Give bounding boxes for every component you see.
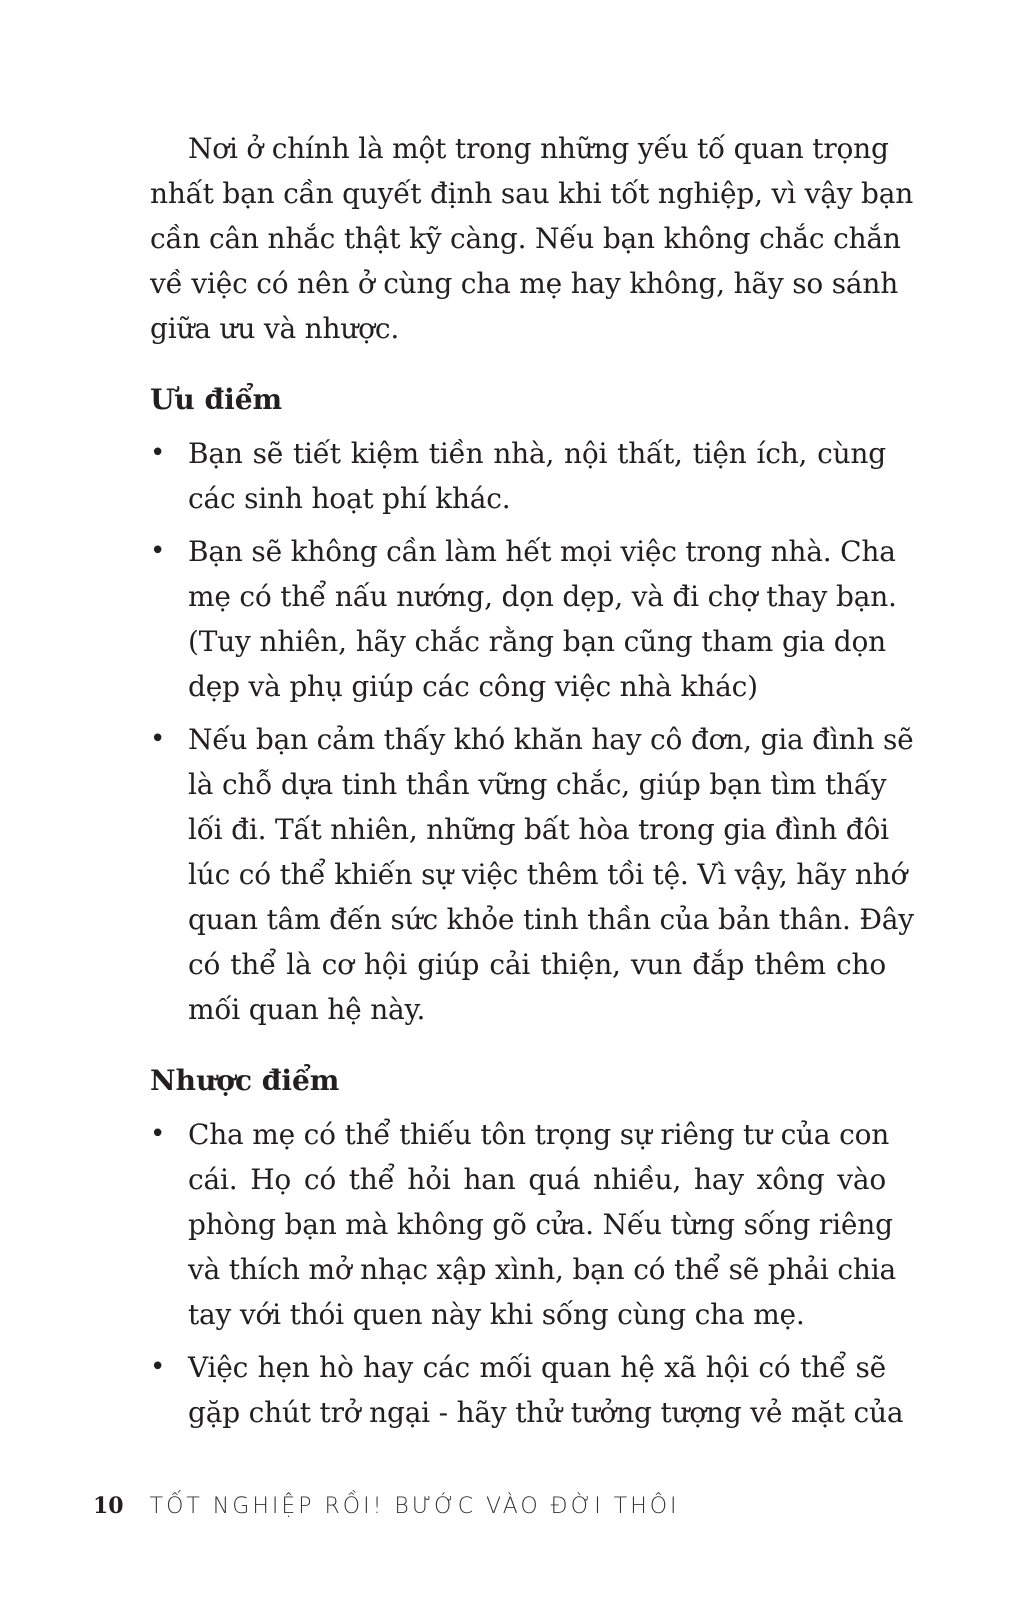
list-item (150, 1345, 904, 1435)
text-line: giữa ưu và nhược. (150, 312, 400, 345)
text-line: về việc có nên ở cùng cha mẹ hay không, hãy so sánh (150, 267, 899, 300)
list-item-text (188, 529, 897, 709)
text-line: gặp chút trở ngại - hãy thử tưởng tượng vẻ mặt của (188, 1396, 904, 1429)
text-line: cái. Họ có thể hỏi han quá nhiều, hay xông vào (188, 1163, 886, 1196)
text-line: quan tâm đến sức khỏe tinh thần của bản thân. Đây (188, 903, 914, 936)
list-item-text (188, 1112, 896, 1337)
text-line: tay với thói quen này khi sống cùng cha mẹ. (188, 1298, 805, 1331)
text-line: Bạn sẽ không cần làm hết mọi việc trong nhà. Cha (188, 535, 896, 568)
bullet-icon: • (150, 724, 166, 754)
text-line: lúc có thể khiến sự việc thêm tồi tệ. Vì vậy, hãy nhớ (188, 858, 908, 891)
list-item-text (188, 1345, 904, 1435)
intro-paragraph (150, 126, 914, 351)
list-item-text (188, 717, 914, 1032)
bullet-icon: • (150, 1352, 166, 1382)
text-line: Nơi ở chính là một trong những yếu tố quan trọng (188, 132, 889, 165)
pros-heading: Ưu điểm (150, 383, 283, 416)
text-line: phòng bạn mà không gõ cửa. Nếu từng sống riêng (188, 1208, 893, 1241)
list-item (150, 1112, 896, 1337)
list-item (150, 431, 886, 521)
cons-heading: Nhược điểm (150, 1064, 340, 1097)
text-line: Bạn sẽ tiết kiệm tiền nhà, nội thất, tiện ích, cùng (188, 437, 886, 470)
bullet-icon: • (150, 1119, 166, 1149)
page-number: 10 (93, 1493, 124, 1519)
page-footer (93, 1493, 680, 1519)
text-line: Nếu bạn cảm thấy khó khăn hay cô đơn, gia đình sẽ (188, 723, 914, 756)
list-item-text (188, 431, 886, 521)
text-line: nhất bạn cần quyết định sau khi tốt nghiệp, vì vậy bạn (150, 177, 914, 210)
list-item (150, 717, 914, 1032)
bullet-icon: • (150, 438, 166, 468)
list-item (150, 529, 897, 709)
text-line: mẹ có thể nấu nướng, dọn dẹp, và đi chợ thay bạn. (188, 580, 897, 613)
book-title: TỐT NGHIỆP RỒI! BƯỚC VÀO ĐỜI THÔI (149, 1494, 680, 1519)
text-line: Cha mẹ có thể thiếu tôn trọng sự riêng tư của con (188, 1118, 890, 1151)
text-line: các sinh hoạt phí khác. (188, 482, 511, 515)
text-line: mối quan hệ này. (188, 993, 426, 1026)
text-line: dẹp và phụ giúp các công việc nhà khác) (188, 670, 758, 703)
text-line: và thích mở nhạc xập xình, bạn có thể sẽ phải chia (188, 1253, 896, 1286)
bullet-icon: • (150, 536, 166, 566)
text-line: lối đi. Tất nhiên, những bất hòa trong gia đình đôi (188, 813, 889, 846)
text-line: có thể là cơ hội giúp cải thiện, vun đắp thêm cho (188, 948, 886, 981)
text-line: Việc hẹn hò hay các mối quan hệ xã hội có thể sẽ (188, 1351, 886, 1384)
text-line: cần cân nhắc thật kỹ càng. Nếu bạn không chắc chắn (150, 222, 901, 255)
text-line: là chỗ dựa tinh thần vững chắc, giúp bạn tìm thấy (188, 768, 887, 801)
text-line: (Tuy nhiên, hãy chắc rằng bạn cũng tham gia dọn (188, 625, 886, 658)
